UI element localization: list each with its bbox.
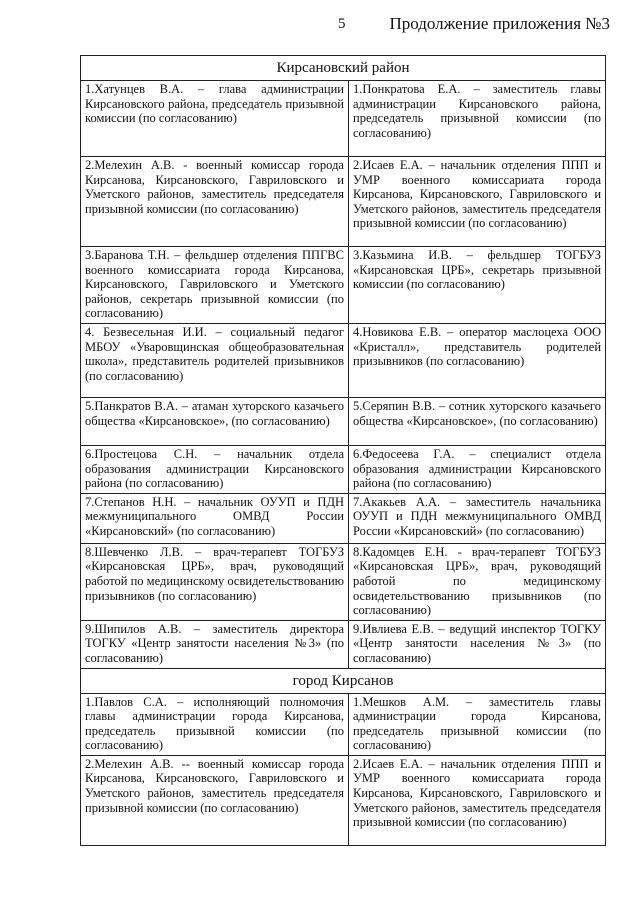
table-row [81, 493, 606, 543]
table-row [81, 157, 606, 247]
member-cell: 2.Мелехин А.В. -- военный комиссар города Кирсанова, Кирсановского, Гавриловского и Уметского районов, заместитель председателя призывной комиссии (по согласованию) [81, 755, 349, 845]
deputy-cell: 2.Исаев Е.А. – начальник отделения ППП и УМР военного комиссариата города Кирсанова, Кирсановского, Гавриловского и Уметского районов, заместитель председателя призывной комиссии (по согласованию) [349, 755, 606, 845]
member-cell: 1.Павлов С.А. – исполняющий полномочия главы администрации города Кирсанова, председатель призывной комиссии (по согласованию) [81, 693, 349, 755]
member-cell: 2.Мелехин А.В. - военный комиссар города Кирсанова, Кирсановского, Гавриловского и Уметского районов, заместитель председателя призывной комиссии (по согласованию) [81, 157, 349, 247]
page-subtitle: Продолжение приложения №3 [389, 14, 610, 33]
deputy-cell: 1.Понкратова Е.А. – заместитель главы администрации Кирсановского района, председатель призывной комиссии (по согласованию) [349, 81, 606, 157]
deputy-cell: 1.Мешков А.М. – заместитель главы администрации города Кирсанова, председатель призывной комиссии (по согласованию) [349, 693, 606, 755]
deputy-cell: 2.Исаев Е.А. – начальник отделения ППП и УМР военного комиссариата города Кирсанова, Кирсановского, Гавриловского и Уметского районов, заместитель председателя призывной комиссии (по согласованию) [349, 157, 606, 247]
member-cell: 1.Хатунцев В.А. – глава администрации Кирсановского района, председатель призывной комиссии (по согласованию) [81, 81, 349, 157]
deputy-cell: 9.Ивлиева Е.В. – ведущий инспектор ТОГКУ «Центр занятости населения №3» (по согласованию) [349, 620, 606, 668]
table-row [81, 445, 606, 493]
member-cell: 7.Степанов Н.Н. – начальник ОУУП и ПДН межмуниципального ОМВД России «Кирсановский» (по согласованию) [81, 493, 349, 543]
member-cell: 4. Безвесельная И.И. – социальный педагог МБОУ «Уваровщинская общеобразовательная школа», представитель родителей призывников (по согласованию) [81, 323, 349, 397]
section-title: город Кирсанов [81, 668, 606, 693]
section-title: Кирсановский район [81, 56, 606, 81]
page-number: 5 [338, 16, 346, 32]
committee-table [80, 55, 606, 846]
deputy-cell: 4.Новикова Е.В. – оператор маслоцеха ООО «Кристалл», представитель родителей призывников (по согласованию) [349, 323, 606, 397]
table-row [81, 247, 606, 324]
page-header [0, 14, 640, 38]
table-row [81, 81, 606, 157]
deputy-cell: 3.Казьмина И.В. – фельдшер ТОГБУЗ «Кирсановская ЦРБ», секретарь призывной комиссии (по согласованию) [349, 247, 606, 324]
section-header [81, 668, 606, 693]
member-cell: 3.Баранова Т.Н. – фельдшер отделения ППГВС военного комиссариата города Кирсанова, Кирсановского, Гавриловского и Уметского районов, секретарь призывной комиссии (по согласованию) [81, 247, 349, 324]
table-row [81, 543, 606, 620]
deputy-cell: 6.Федосеева Г.А. – специалист отдела образования администрации Кирсановского района (по согласованию) [349, 445, 606, 493]
table-row [81, 620, 606, 668]
table-row [81, 323, 606, 397]
deputy-cell: 5.Серяпин В.В. – сотник хуторского казачьего общества «Кирсановское», (по согласованию) [349, 397, 606, 445]
deputy-cell: 8.Кадомцев Е.Н. - врач-терапевт ТОГБУЗ «Кирсановская ЦРБ», врач, руководящий работой по медицинскому освидетельствованию призывников (по согласованию) [349, 543, 606, 620]
table-row [81, 755, 606, 845]
section-header [81, 56, 606, 81]
member-cell: 9.Шипилов А.В. – заместитель директора ТОГКУ «Центр занятости населения №3» (по согласованию) [81, 620, 349, 668]
deputy-cell: 7.Акакьев А.А. – заместитель начальника ОУУП и ПДН межмуниципального ОМВД России «Кирсановский» (по согласованию) [349, 493, 606, 543]
member-cell: 6.Простецова С.Н. – начальник отдела образования администрации Кирсановского района (по согласованию) [81, 445, 349, 493]
member-cell: 5.Панкратов В.А. – атаман хуторского казачьего общества «Кирсановское», (по согласованию) [81, 397, 349, 445]
table-row [81, 397, 606, 445]
member-cell: 8.Шевченко Л.В. – врач-терапевт ТОГБУЗ «Кирсановская ЦРБ», врач, руководящий работой по медицинскому освидетельствованию призывников (по согласованию) [81, 543, 349, 620]
table-row [81, 693, 606, 755]
